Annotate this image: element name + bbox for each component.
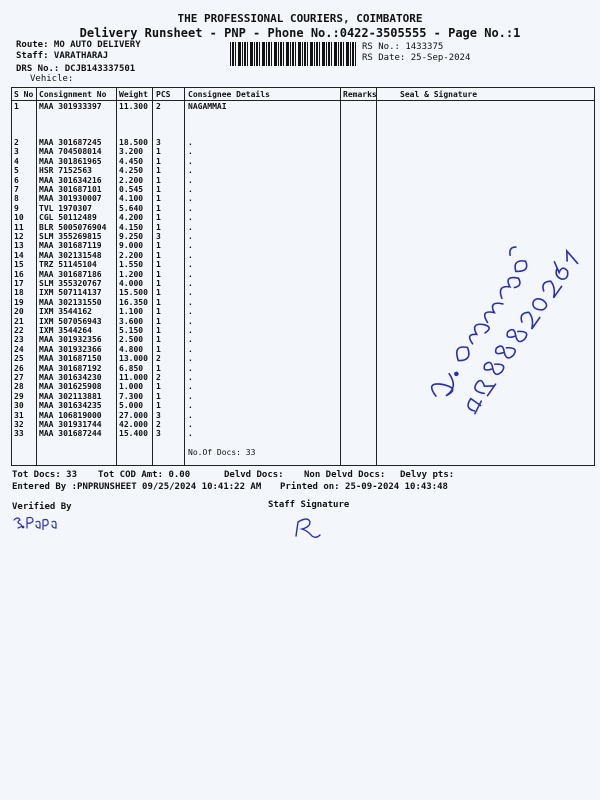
row-pieces: 2 (156, 354, 161, 364)
row-serial: 33 (14, 429, 24, 439)
row-weight: 2.200 (119, 175, 144, 185)
row-consignee: . (188, 194, 193, 204)
row-weight: 15.500 (119, 288, 148, 298)
row-serial: 4 (14, 156, 19, 166)
row-consignment: MAA 301634230 (39, 373, 102, 382)
vehicle-label: Vehicle: (30, 74, 74, 84)
row-pieces: 1 (156, 147, 161, 157)
row-pieces: 1 (156, 269, 161, 279)
row-consignment: MAA 301687186 (39, 269, 102, 279)
row-consignment: MAA 301687101 (39, 185, 102, 194)
row-weight: 4.800 (119, 344, 144, 354)
row-consignee: . (188, 222, 193, 232)
row-weight: 5.000 (119, 401, 144, 411)
page-subtitle: Delivery Runsheet - PNP - Phone No.:0422-3505555 - Page No.:1 (79, 26, 521, 40)
row-serial: 27 (14, 373, 24, 382)
row-consignment: MAA 301687244 (39, 429, 102, 439)
row-serial: 28 (14, 382, 24, 392)
row-consignment: MAA 301861965 (39, 156, 102, 166)
row-consignee: . (188, 401, 193, 411)
row-serial: 22 (14, 326, 24, 335)
rs-number: RS No.: 1433375 (362, 42, 444, 52)
row-pieces: 1 (156, 279, 161, 288)
row-pieces: 2 (156, 373, 161, 382)
row-serial: 13 (14, 241, 24, 251)
row-pieces: 1 (156, 391, 161, 401)
row-consignee: . (188, 354, 193, 364)
row-consignment: MAA 301931744 (39, 420, 102, 429)
row-serial: 19 (14, 297, 24, 307)
row-consignee: . (188, 175, 193, 185)
row-pieces: 1 (156, 203, 161, 213)
row-consignment: MAA 301634216 (39, 175, 102, 185)
table-row (12, 176, 594, 185)
row-consignee: . (188, 241, 193, 251)
row-pieces: 1 (156, 250, 161, 260)
column-header-remarks: Remarks (343, 90, 377, 99)
row-serial: 2 (14, 138, 19, 147)
row-consignee: . (188, 335, 193, 345)
row-consignee: . (188, 297, 193, 307)
row-pieces: 3 (156, 138, 161, 147)
row-consignment: MAA 301634235 (39, 401, 102, 411)
row-weight: 4.250 (119, 166, 144, 176)
row-weight: 1.200 (119, 269, 144, 279)
row-serial: 10 (14, 213, 24, 223)
row-consignment: MAA 301687150 (39, 354, 102, 364)
row-pieces: 1 (156, 222, 161, 232)
row-pieces: 3 (156, 232, 161, 241)
row-weight: 1.000 (119, 382, 144, 392)
row-weight: 6.850 (119, 363, 144, 373)
row-serial: 32 (14, 420, 24, 429)
row-consignment: HSR 7152563 (39, 166, 92, 176)
row-consignee: NAGAMMAI (188, 102, 227, 111)
row-weight: 4.100 (119, 194, 144, 204)
row-weight: 4.150 (119, 222, 144, 232)
row-pieces: 3 (156, 410, 161, 420)
row-consignment: IXM 507056943 (39, 316, 102, 326)
row-pieces: 1 (156, 335, 161, 345)
row-serial: 5 (14, 166, 19, 176)
route-label: Route: MO AUTO DELIVERY (16, 40, 141, 50)
row-weight: 2.500 (119, 335, 144, 345)
row-consignment: TRZ 51145104 (39, 260, 97, 270)
row-weight: 7.300 (119, 391, 144, 401)
row-weight: 11.000 (119, 373, 148, 382)
delivery-points: Delvy pts: (400, 470, 455, 480)
row-consignee: . (188, 156, 193, 166)
row-consignee: . (188, 138, 193, 147)
printed-on: Printed on: 25-09-2024 10:43:48 (280, 482, 448, 492)
row-serial: 11 (14, 222, 24, 232)
row-consignee: . (188, 363, 193, 373)
row-consignee: . (188, 288, 193, 298)
header-rule (12, 100, 594, 101)
row-consignment: CGL 50112489 (39, 213, 97, 223)
table-row (12, 157, 594, 166)
row-consignment: MAA 301932366 (39, 344, 102, 354)
row-weight: 1.100 (119, 307, 144, 317)
row-pieces: 1 (156, 166, 161, 176)
row-consignee: . (188, 420, 193, 429)
row-consignee: . (188, 166, 193, 176)
row-consignee: . (188, 147, 193, 157)
row-consignee: . (188, 307, 193, 317)
row-weight: 5.640 (119, 203, 144, 213)
row-pieces: 1 (156, 260, 161, 270)
row-serial: 23 (14, 335, 24, 345)
table-row (12, 429, 594, 438)
no-of-docs: No.Of Docs: 33 (188, 448, 256, 457)
row-consignment: MAA 301932356 (39, 335, 102, 345)
row-consignment: BLR 5005076904 (39, 222, 107, 232)
row-consignee: . (188, 373, 193, 382)
row-serial: 26 (14, 363, 24, 373)
row-weight: 3.600 (119, 316, 144, 326)
barcode (230, 42, 356, 66)
row-consignee: . (188, 232, 193, 241)
row-serial: 8 (14, 194, 19, 204)
row-serial: 7 (14, 185, 19, 194)
table-row (12, 138, 594, 147)
row-serial: 31 (14, 410, 24, 420)
row-weight: 4.450 (119, 156, 144, 166)
row-consignment: IXM 3544162 (39, 307, 92, 317)
column-header-weight: Weight (119, 90, 148, 99)
receiver-signature (380, 198, 596, 428)
row-consignee: . (188, 326, 193, 335)
row-pieces: 1 (156, 401, 161, 411)
row-consignee: . (188, 250, 193, 260)
row-consignment: MAA 302113881 (39, 391, 102, 401)
row-serial: 17 (14, 279, 24, 288)
total-cod: Tot COD Amt: 0.00 (98, 470, 191, 480)
row-consignee: . (188, 410, 193, 420)
row-consignee: . (188, 260, 193, 270)
row-consignee: . (188, 391, 193, 401)
row-weight: 9.250 (119, 232, 144, 241)
row-weight: 15.400 (119, 429, 148, 439)
page-title: THE PROFESSIONAL COURIERS, COIMBATORE (177, 12, 423, 25)
row-pieces: 1 (156, 326, 161, 335)
row-serial: 3 (14, 147, 19, 157)
row-pieces: 1 (156, 344, 161, 354)
column-header-consignee: Consignee Details (188, 90, 270, 99)
row-consignment: TVL 1970307 (39, 203, 92, 213)
row-consignment: MAA 302131548 (39, 250, 102, 260)
row-serial: 14 (14, 250, 24, 260)
row-weight: 3.200 (119, 147, 144, 157)
row-weight: 11.300 (119, 102, 148, 111)
row-pieces: 1 (156, 185, 161, 194)
row-consignment: MAA 301687245 (39, 138, 102, 147)
row-pieces: 2 (156, 102, 161, 111)
row-pieces: 1 (156, 307, 161, 317)
row-consignee: . (188, 185, 193, 194)
row-serial: 24 (14, 344, 24, 354)
row-serial: 16 (14, 269, 24, 279)
row-consignee: . (188, 269, 193, 279)
entry-line (12, 482, 592, 494)
runsheet-table (11, 87, 595, 466)
row-weight: 16.350 (119, 297, 148, 307)
row-consignment: SLM 355320767 (39, 279, 102, 288)
row-consignment: MAA 704508014 (39, 147, 102, 157)
column-header-consignment: Consignment No (39, 90, 107, 99)
row-consignment: MAA 301930007 (39, 194, 102, 204)
row-consignee: . (188, 429, 193, 439)
row-consignment: MAA 302131550 (39, 297, 102, 307)
row-serial: 25 (14, 354, 24, 364)
row-pieces: 1 (156, 213, 161, 223)
row-serial: 12 (14, 232, 24, 241)
non-delivered-docs: Non Delvd Docs: (304, 470, 386, 480)
row-serial: 29 (14, 391, 24, 401)
verifier-signature (12, 514, 64, 534)
row-consignment: MAA 301687119 (39, 241, 102, 251)
staff-signature (292, 516, 322, 544)
totals-line (12, 470, 592, 482)
row-weight: 18.500 (119, 138, 148, 147)
row-pieces: 1 (156, 194, 161, 204)
row-serial: 9 (14, 203, 19, 213)
row-consignee: . (188, 316, 193, 326)
table-row (12, 102, 594, 111)
row-pieces: 1 (156, 363, 161, 373)
row-consignment: IXM 507114137 (39, 288, 102, 298)
staff-signature-label: Staff Signature (268, 500, 350, 510)
row-weight: 42.000 (119, 420, 148, 429)
row-consignee: . (188, 344, 193, 354)
rs-date: RS Date: 25-Sep-2024 (362, 53, 471, 63)
row-consignment: MAA 301625908 (39, 382, 102, 392)
row-consignment: MAA 106819000 (39, 410, 102, 420)
row-consignee: . (188, 203, 193, 213)
row-pieces: 1 (156, 316, 161, 326)
row-weight: 4.200 (119, 213, 144, 223)
row-pieces: 1 (156, 288, 161, 298)
total-docs: Tot Docs: 33 (12, 470, 78, 480)
row-weight: 4.000 (119, 279, 144, 288)
row-weight: 9.000 (119, 241, 144, 251)
delivered-docs: Delvd Docs: (224, 470, 284, 480)
row-weight: 13.000 (119, 354, 148, 364)
row-consignee: . (188, 213, 193, 223)
row-weight: 5.150 (119, 326, 144, 335)
row-weight: 27.000 (119, 410, 148, 420)
column-header-seal: Seal & Signature (400, 90, 478, 99)
row-consignment: MAA 301933397 (39, 102, 102, 111)
table-row (12, 166, 594, 175)
row-weight: 2.200 (119, 250, 144, 260)
row-pieces: 1 (156, 156, 161, 166)
table-row (12, 185, 594, 194)
verified-by-label: Verified By (12, 502, 72, 512)
row-serial: 6 (14, 175, 19, 185)
table-row (12, 147, 594, 156)
row-serial: 18 (14, 288, 24, 298)
staff-label: Staff: VARATHARAJ (16, 51, 109, 61)
row-serial: 21 (14, 316, 24, 326)
row-serial: 20 (14, 307, 24, 317)
row-serial: 15 (14, 260, 24, 270)
entered-by: Entered By :PNPRUNSHEET 09/25/2024 10:41:22 AM (12, 482, 262, 492)
row-consignment: SLM 355269815 (39, 232, 102, 241)
row-consignee: . (188, 382, 193, 392)
row-weight: 0.545 (119, 185, 144, 194)
row-pieces: 1 (156, 297, 161, 307)
row-pieces: 1 (156, 382, 161, 392)
row-pieces: 1 (156, 175, 161, 185)
row-weight: 1.550 (119, 260, 144, 270)
row-pieces: 1 (156, 241, 161, 251)
row-serial: 1 (14, 102, 19, 111)
row-consignment: IXM 3544264 (39, 326, 92, 335)
column-header-sno: S No (14, 90, 34, 99)
column-header-pcs: PCS (156, 90, 171, 99)
row-pieces: 2 (156, 420, 161, 429)
row-pieces: 3 (156, 429, 161, 439)
row-consignee: . (188, 279, 193, 288)
drs-label: DRS No.: DCJB143337501 (16, 64, 136, 74)
row-consignment: MAA 301687192 (39, 363, 102, 373)
row-serial: 30 (14, 401, 24, 411)
